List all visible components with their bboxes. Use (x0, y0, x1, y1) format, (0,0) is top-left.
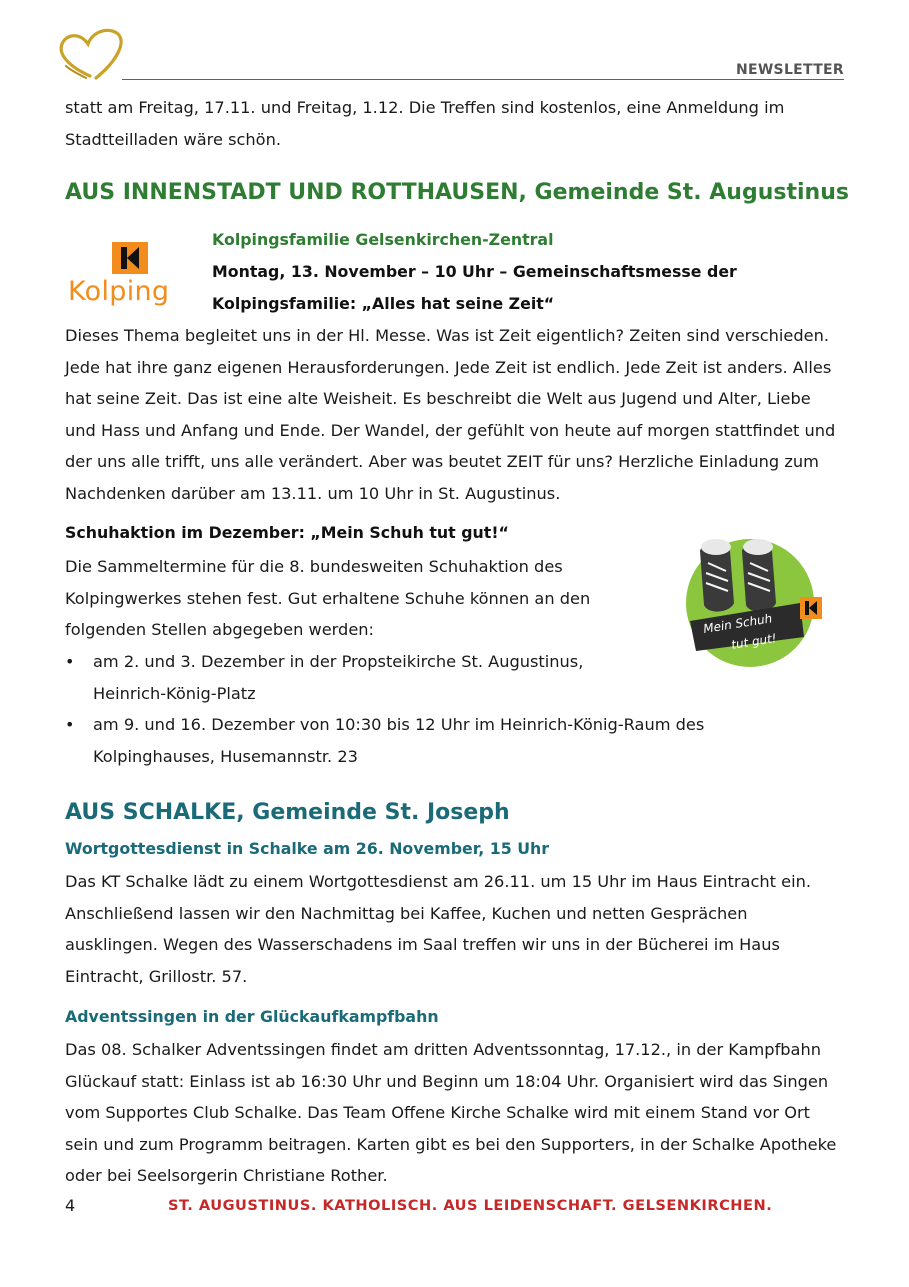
badge-text-line2: tut gut! (730, 631, 778, 652)
schuhaktion-paragraph: Die Sammeltermine für die 8. bundesweiten Schuhaktion des Kolpingwerkes stehen fest. Gut erhaltene Schuhe können an den folgenden Stellen abgegeben werden: (65, 557, 591, 639)
event-line-2: Kolpingsfamilie: „Alles hat seine Zeit“ (212, 294, 555, 313)
list-item (65, 709, 785, 772)
event-line-1: Montag, 13. November – 10 Uhr – Gemeinschaftsmesse der (212, 262, 737, 281)
kolping-wordmark: Kolping (68, 276, 170, 307)
intro-paragraph: statt am Freitag, 17.11. und Freitag, 1.12. Die Treffen sind kostenlos, eine Anmeldung im Stadtteilladen wäre schön. (65, 98, 785, 149)
footer-tagline: ST. AUGUSTINUS. KATHOLISCH. AUS LEIDENSCHAFT. GELSENKIRCHEN. (168, 1197, 773, 1214)
list-item-text: am 2. und 3. Dezember in der Propsteikirche St. Augustinus, Heinrich-König-Platz (93, 652, 584, 703)
list-item (65, 646, 785, 709)
list-item-text: am 9. und 16. Dezember von 10:30 bis 12 Uhr im Heinrich-König-Raum des Kolpinghauses, Husemannstr. 23 (93, 715, 705, 766)
bullet-icon: • (65, 715, 75, 734)
page-number: 4 (65, 1196, 76, 1215)
badge-text-line1: Mein Schuh (702, 611, 774, 636)
collection-points-list (65, 646, 785, 772)
wortgottesdienst-paragraph: Das KT Schalke lädt zu einem Wortgottesdienst am 26.11. um 15 Uhr im Haus Eintracht ein. Anschließend lassen wir den Nachmittag bei Kaffee, Kuchen und netten Gesprächen ausklingen. Wegen des Wasserschadens im Saal treffen wir uns in der Bücherei im Haus Eintracht, Grillostr. 57. (65, 872, 811, 986)
schuhaktion-heading: Schuhaktion im Dezember: „Mein Schuh tut gut!“ (65, 523, 509, 542)
header-rule (122, 79, 844, 80)
wortgottesdienst-subheading: Wortgottesdienst in Schalke am 26. November, 15 Uhr (65, 839, 550, 858)
kolping-logo (66, 238, 200, 318)
section-title-innenstadt: AUS INNENSTADT UND ROTTHAUSEN, Gemeinde St. Augustinus (65, 180, 849, 205)
heart-logo-icon (56, 26, 128, 84)
header-label: NEWSLETTER (735, 62, 844, 78)
section-title-schalke: AUS SCHALKE, Gemeinde St. Joseph (65, 800, 510, 825)
kolping-k-icon (112, 242, 148, 274)
zeit-paragraph: Dieses Thema begleitet uns in der Hl. Messe. Was ist Zeit eigentlich? Zeiten sind verschieden. Jede hat ihre ganz eigenen Herausforderungen. Jede Zeit ist endlich. Jede Zeit ist anders. Alles hat seine Zeit. Das ist eine alte Weisheit. Es beschreibt die Welt aus Jugend und Alter, Liebe und Hass und Anfang und Ende. Der Wandel, der gefühlt von heute auf morgen stattfindet und der uns alle trifft, uns alle verändert. Aber was beutet ZEIT für uns? Herzliche Einladung zum Nachdenken darüber am 13.11. um 10 Uhr in St. Augustinus. (65, 326, 836, 503)
adventssingen-paragraph: Das 08. Schalker Adventssingen findet am dritten Adventssonntag, 17.12., in der Kampfbahn Glückauf statt: Einlass ist ab 16:30 Uhr und Beginn um 18:04 Uhr. Organisiert wird das Singen vom Supportes Club Schalke. Das Team Offene Kirche Schalke wird mit einem Stand vor Ort sein und zum Programm beitragen. Karten gibt es bei den Supporters, in der Schalke Apotheke oder bei Seelsorgerin Christiane Rother. (65, 1040, 837, 1185)
kolping-subheading: Kolpingsfamilie Gelsenkirchen-Zentral (212, 230, 554, 249)
adventssingen-subheading: Adventssingen in der Glückaufkampfbahn (65, 1007, 439, 1026)
bullet-icon: • (65, 652, 75, 671)
